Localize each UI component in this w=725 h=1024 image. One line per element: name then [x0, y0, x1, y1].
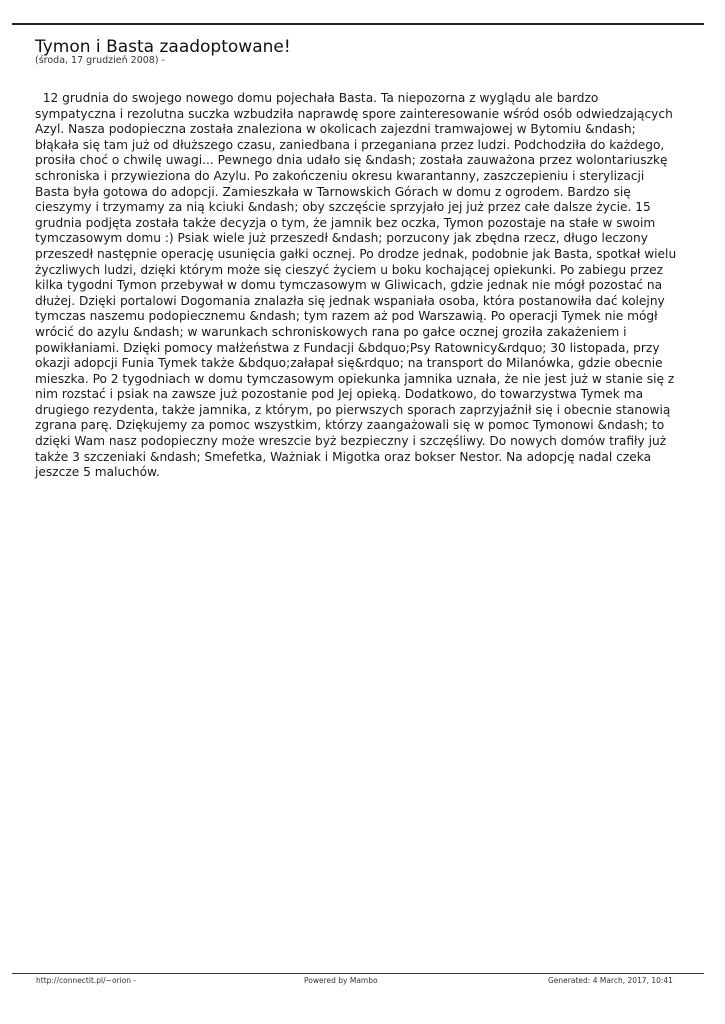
article-body-line: dzięki Wam nasz podopieczny może wreszcie byż bezpieczny i szczęśliwy. Do nowych domów trafiły już	[35, 434, 667, 449]
article-body-line: życzliwych ludzi, dzięki którym może się cieszyć życiem u boku kochającej opiekunki. Po zabiegu przez	[35, 262, 664, 277]
article-body-line: tymczasowym domu :) Psiak wiele już przeszedł &ndash; porzucony jak zbędna rzecz, długo leczony	[35, 231, 648, 246]
article-body-line: mieszka. Po 2 tygodniach w domu tymczasowym opiekunka jamnika uznała, że nie jest już w stanie się z	[35, 371, 675, 386]
footer-generated: Generated: 4 March, 2017, 10:41	[548, 976, 673, 985]
article-body-line: błąkała się tam już od dłuższego czasu, zaniedbana i przeganiana przez ludzi. Podchodziła do każdego,	[35, 137, 665, 152]
article-body-line: sympatyczna i rezolutna suczka wzbudziła naprawdę spore zainteresowanie wśród osób odwiedzających	[35, 106, 673, 121]
article-body-line: nim rozstać i psiak na zawsze już pozostanie pod Jej opieką. Dodatkowo, do towarzystwa Tymek ma	[35, 387, 644, 402]
article-body-line: Azyl. Nasza podopieczna została znaleziona w okolicach zajezdni tramwajowej w Bytomiu &ndash;	[35, 122, 636, 137]
article-body-line: przeszedł następnie operację usunięcia gałki ocznej. Po drodze jednak, podobnie jak Basta, spotkał wielu	[35, 246, 677, 261]
footer-url: http://connectit.pl/~orion -	[36, 976, 137, 985]
article-date: (środa, 17 grudzień 2008) -	[35, 55, 165, 66]
article-body-line: wrócić do azylu &ndash; w warunkach schroniskowych rana po gałce ocznej groziła zakażeniem i	[35, 324, 627, 339]
article-body-line: schroniska i przywieziona do Azylu. Po zakończeniu okresu kwarantanny, zaszczepieniu i sterylizacji	[35, 168, 645, 183]
article-body-line: powikłaniami. Dzięki pomocy małżeństwa z Fundacji &bdquo;Psy Ratownicy&rdquo; 30 listopada, przy	[35, 340, 660, 355]
article-body-line: tymczas naszemu podopiecznemu &ndash; tym razem aż pod Warszawią. Po operacji Tymek nie mógł	[35, 309, 658, 324]
article-body-line: także 3 szczeniaki &ndash; Smefetka, Ważniak i Migotka oraz bokser Nestor. Na adopcję nadal czeka	[35, 449, 652, 464]
article-body-line: jeszcze 5 maluchów.	[35, 465, 160, 480]
article-body-line: kilka tygodni Tymon przebywał w domu tymczasowym w Gliwicach, gdzie jednak nie mógł pozostać na	[35, 278, 663, 293]
top-divider	[12, 23, 704, 25]
article-body-line: okazji adopcji Funia Tymek także &bdquo;załapał się&rdquo; na transport do Milanówka, gdzie obecnie	[35, 356, 663, 371]
article-body-line: drugiego rezydenta, także jamnika, z którym, po pierwszych sporach zaprzyjaźnił się i obecnie stanowią	[35, 402, 671, 417]
article-body-line: 12 grudnia do swojego nowego domu pojechała Basta. Ta niepozorna z wyglądu ale bardzo	[35, 91, 599, 105]
article-body-line: dłużej. Dzięki portalowi Dogomania znalazła się jednak wspaniała osoba, która postanowiła dać kolejny	[35, 293, 665, 308]
article-body-line: cieszymy i trzymamy za nią kciuki &ndash; oby szczęście sprzyjało jej już przez całe dalsze życie. 15	[35, 200, 651, 215]
article-body-line: grudnia podjęta została także decyzja o tym, że jamnik bez oczka, Tymon pozostaje na stałe w swoim	[35, 215, 656, 230]
article-body-line: Basta była gotowa do adopcji. Zamieszkała w Tarnowskich Górach w domu z ogrodem. Bardzo się	[35, 184, 631, 199]
footer-divider	[12, 973, 704, 974]
article-title: Tymon i Basta zaadoptowane!	[35, 37, 291, 57]
article-body	[35, 91, 689, 481]
article-body-line: zgrana parę. Dziękujemy za pomoc wszystkim, którzy zaangażowali się w pomoc Tymonowi &ndash; to	[35, 418, 665, 433]
article-body-line: prosiła choć o chwilę uwagi... Pewnego dnia udało się &ndash; została zauważona przez wolontariuszkę	[35, 153, 668, 168]
footer-powered-by: Powered by Mambo	[304, 976, 378, 985]
